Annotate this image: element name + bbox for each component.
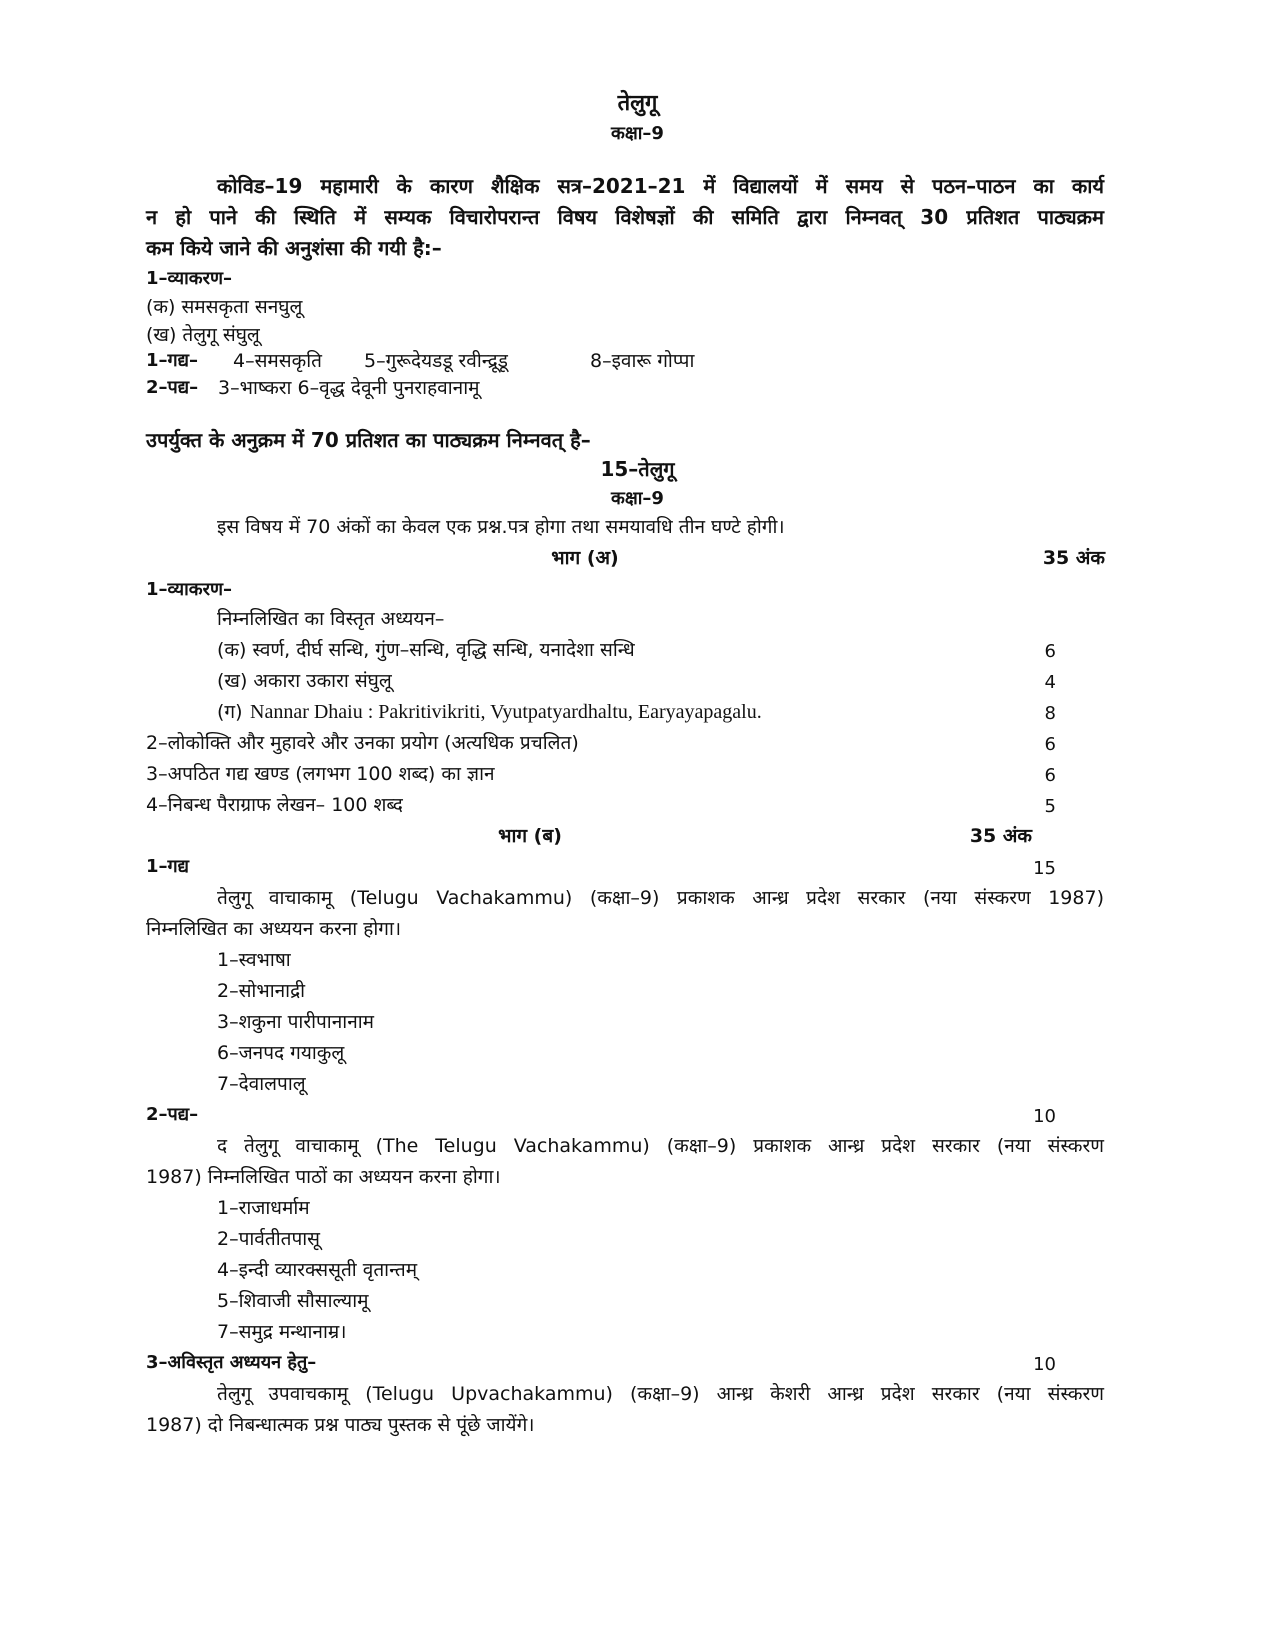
section-label: 3–अपठित गद्य खण्ड (लगभग 100 शब्द) का ज्ञान — [146, 763, 495, 785]
intro-line-3: कम किये जाने की अनुशंसा की गयी है:– — [146, 236, 442, 260]
prose-lesson: 2–सोभानाद्री — [217, 980, 306, 1002]
prose-heading: 1–गद्य — [146, 856, 189, 877]
poetry-lesson: 4–इन्दी व्यारक्ससूती वृतान्तम् — [217, 1259, 418, 1281]
section-marks: 5 — [1044, 796, 1056, 817]
reduced-poetry-label: 2–पद्य– — [146, 377, 199, 398]
part-a-title: भाग (अ) — [551, 547, 619, 569]
prose-marks: 15 — [1033, 858, 1056, 879]
reduced-prose-item: 8–इवारू गोप्पा — [590, 350, 695, 372]
part-a-grammar-heading: 1–व्याकरण– — [146, 579, 232, 600]
reduced-grammar-a: (क) समसकृता सनघुलू — [146, 296, 303, 318]
poetry-desc-line-2: 1987) निम्नलिखित पाठों का अध्ययन करना होगा। — [146, 1166, 501, 1188]
part-a-marks: 35 अंक — [1042, 547, 1105, 569]
prose-desc-line-1: तेलुगू वाचाकामू (Telugu Vachakammu) (कक्षा–9) प्रकाशक आन्ध्र प्रदेश सरकार (नया संस्करण 1987) — [217, 887, 1104, 909]
reduced-grammar-heading: 1–व्याकरण– — [146, 268, 232, 289]
supplementary-desc-line-1: तेलुगू उपवाचकामू (Telugu Upvachakammu) (कक्षा–9) आन्ध्र केशरी आन्ध्र प्रदेश सरकार (नया संस्करण — [217, 1383, 1104, 1405]
subject-title: 15–तेलुगू — [600, 457, 675, 481]
prose-lesson: 7–देवालपालू — [217, 1073, 306, 1095]
page-title: तेलुगू — [617, 91, 658, 116]
supplementary-desc-line-2: 1987) दो निबन्धात्मक प्रश्न पाठ्य पुस्तक से पूंछे जायेंगे। — [146, 1414, 535, 1436]
prose-lesson: 3–शकुना पारीपानानाम — [217, 1011, 375, 1033]
supplementary-heading: 3–अविस्तृत अध्ययन हेतु– — [146, 1352, 317, 1373]
grammar-item-label: (क) स्वर्ण, दीर्घ सन्धि, गुंण–सन्धि, वृद्धि सन्धि, यनादेशा सन्धि — [217, 639, 635, 661]
reduced-grammar-b: (ख) तेलुगू संघुलू — [146, 324, 260, 346]
intro-line-2: न हो पाने की स्थिति में सम्यक विचारोपरान्त विषय विशेषज्ञों की समिति द्वारा निम्नवत् 30 प्रतिशत पाठ्यक्रम — [146, 205, 1104, 229]
poetry-lesson: 2–पार्वतीतपासू — [217, 1228, 321, 1250]
section-label: 4–निबन्ध पैराग्राफ लेखन– 100 शब्द — [146, 794, 403, 816]
reduced-poetry-text: 3–भाष्करा 6–वृद्ध देवूनी पुनराहवानामू — [218, 377, 480, 399]
grammar-item-label: Nannar Dhaiu : Pakritivikriti, Vyutpatyardhaltu, Earyayapagalu. — [250, 701, 762, 723]
exam-note: इस विषय में 70 अंकों का केवल एक प्रश्न.पत्र होगा तथा समयावधि तीन घण्टे होगी। — [217, 516, 785, 538]
reduced-prose-item: 4–समसकृति — [233, 350, 322, 372]
prose-lesson: 6–जनपद गयाकुलू — [217, 1042, 345, 1064]
poetry-desc-line-1: द तेलुगू वाचाकामू (The Telugu Vachakammu) (कक्षा–9) प्रकाशक आन्ध्र प्रदेश सरकार (नया संस्करण — [217, 1135, 1104, 1157]
supplementary-marks: 10 — [1033, 1354, 1056, 1375]
grammar-item-marks: 6 — [1044, 641, 1056, 662]
reduced-prose-item: 5–गुरूदेयडडू रवीन्द्रूडू — [364, 350, 508, 372]
prose-lesson: 1–स्वभाषा — [217, 949, 291, 971]
part-a-grammar-intro: निम्नलिखित का विस्तृत अध्ययन– — [217, 608, 445, 630]
grammar-item-marks: 4 — [1044, 672, 1056, 693]
grammar-item-prefix: (ग) — [217, 701, 243, 723]
section-label: 2–लोकोक्ति और मुहावरे और उनका प्रयोग (अत्यधिक प्रचलित) — [146, 732, 579, 754]
part-b-marks: 35 अंक — [969, 825, 1032, 847]
class-label: कक्षा–9 — [611, 123, 664, 144]
section-marks: 6 — [1044, 765, 1056, 786]
poetry-lesson: 7–समुद्र मन्थानाम्र। — [217, 1321, 347, 1343]
poetry-lesson: 1–राजाधर्माम — [217, 1197, 310, 1219]
prose-desc-line-2: निम्नलिखित का अध्ययन करना होगा। — [146, 918, 402, 940]
poetry-marks: 10 — [1033, 1106, 1056, 1127]
intro-line-1: कोविड–19 महामारी के कारण शैक्षिक सत्र–2021–21 में विद्यालयों में समय से पठन–पाठन का कार्य — [217, 174, 1104, 198]
part-b-title: भाग (ब) — [498, 825, 562, 847]
section-marks: 6 — [1044, 734, 1056, 755]
subject-class: कक्षा–9 — [611, 488, 664, 509]
grammar-item-marks: 8 — [1044, 703, 1056, 724]
poetry-heading: 2–पद्य– — [146, 1104, 199, 1125]
reduced-prose-label: 1–गद्य– — [146, 350, 198, 371]
grammar-item-label: (ख) अकारा उकारा संघुलू — [217, 670, 392, 692]
poetry-lesson: 5–शिवाजी सौसाल्यामू — [217, 1290, 369, 1312]
syllabus-heading: उपर्युक्त के अनुक्रम में 70 प्रतिशत का पाठ्यक्रम निम्नवत् है– — [146, 428, 591, 452]
